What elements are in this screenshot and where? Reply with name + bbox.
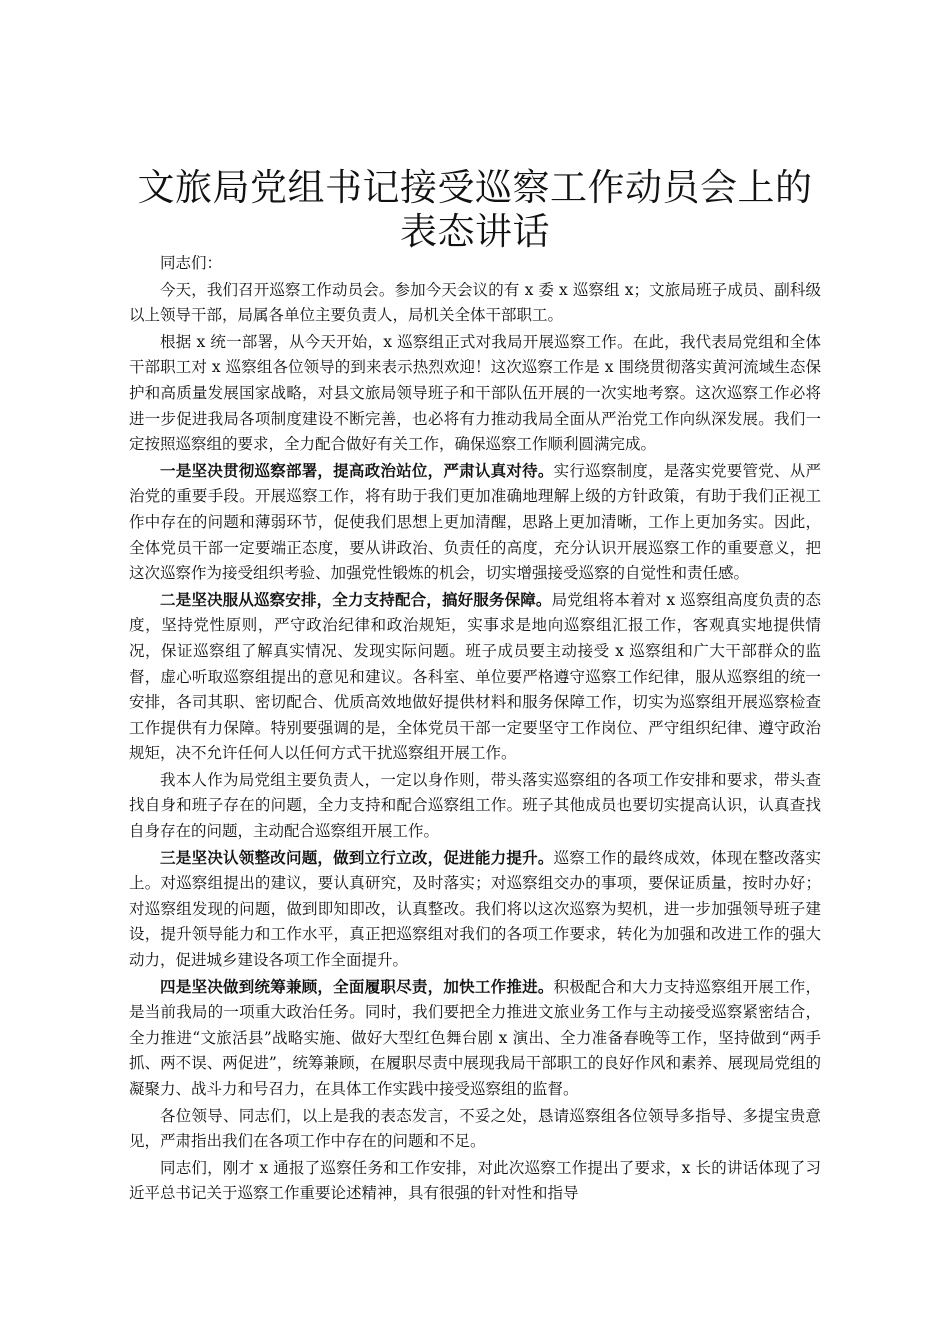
paragraph-lead: 一是坚决贯彻巡察部署，提高政治站位，严肃认真对待。 — [160, 460, 554, 480]
paragraph-text: 今天，我们召开巡察工作动员会。参加今天会议的有 x 委 x 巡察组 x；文旅局班子成员、副科级以上领导干部，局属各单位主要负责人，局机关全体干部职工。 — [129, 280, 821, 325]
paragraph-text: 局党组将本着对 x 巡察组高度负责的态度，坚持党性原则，严守政治纪律和政治规矩，实事求是地向巡察组汇报工作，客观真实地提供情况，保证巡察组了解真实情况、发现实际问题。班子成员要主动接受 x 巡察组和广大干部群众的监督，虚心听取巡察组提出的意见和建议。各科室、单位要严格遵守巡察工作纪律，服从巡察组的统一安排，各司其职、密切配合、优质高效地做好提供材料和服务保障工作，切实为巡察组开展巡察检查工作提供有力保障。特别要强调的是，全体党员干部一定要坚守工作岗位、严守组织纪律、遵守政治规矩，决不允许任何人以任何方式干扰巡察组开展工作。 — [129, 590, 821, 763]
paragraph-personal-commitment — [129, 767, 821, 845]
paragraph-text: 同志们，刚才 x 通报了巡察任务和工作安排，对此次巡察工作提出了要求，x 长的讲话体现了习近平总书记关于巡察工作重要论述精神，具有很强的针对性和指导 — [129, 1158, 821, 1203]
paragraph-lead: 四是坚决做到统筹兼顾，全面履职尽责，加快工作推进。 — [160, 976, 554, 996]
paragraph-welcome — [129, 329, 821, 458]
paragraph-text: 实行巡察制度，是落实党要管党、从严治党的重要手段。开展巡察工作，将有助于我们更加准确地理解上级的方针政策，有助于我们正视工作中存在的问题和薄弱环节，促使我们思想上更加清醒，思路上更加清晰，工作上更加务实。因此，全体党员干部一定要端正态度，要从讲政治、负责任的高度，充分认识开展巡察工作的重要意义，把这次巡察作为接受组织考验、加强党性锻炼的机会，切实增强接受巡察的自觉性和责任感。 — [129, 461, 821, 583]
paragraph-point-one — [129, 458, 821, 587]
paragraph-text: 巡察工作的最终成效，体现在整改落实上。对巡察组提出的建议，要认真研究，及时落实；对巡察组交办的事项，要保证质量，按时办好；对巡察组发现的问题，做到即知即改，认真整改。我们将以这次巡察为契机，进一步加强领导班子建设，提升领导能力和工作水平，真正把巡察组对我们的各项工作要求，转化为加强和改进工作的强大动力，促进城乡建设各项工作全面提升。 — [129, 848, 821, 970]
paragraph-continuation — [129, 1155, 821, 1207]
paragraph-text: 各位领导、同志们，以上是我的表态发言，不妥之处，恳请巡察组各位领导多指导、多提宝贵意见，严肃指出我们在各项工作中存在的问题和不足。 — [129, 1106, 821, 1151]
paragraph-lead: 二是坚决服从巡察安排，全力支持配合，搞好服务保障。 — [160, 589, 552, 609]
paragraph-closing-remarks — [129, 1103, 821, 1155]
paragraph-point-three — [129, 845, 821, 974]
paragraph-text: 同志们： — [160, 254, 223, 272]
paragraph-lead: 三是坚决认领整改问题，做到立行立改，促进能力提升。 — [160, 847, 554, 867]
paragraph-text: 积极配合和大力支持巡察组开展工作，是当前我局的一项重大政治任务。同时，我们要把全力推进文旅业务工作与主动接受巡察紧密结合，全力推进“文旅活县”战略实施、做好大型红色舞台剧 x 演出、全力准备春晚等工作，坚持做到“两手抓、两不误、两促进”，统筹兼顾，在履职尽责中展现我局干部职工的良好作风和素养、展现局党组的凝聚力、战斗力和号召力，在具体工作实践中接受巡察组的监督。 — [129, 977, 821, 1098]
paragraph-salutation — [129, 250, 821, 277]
document-title: 文旅局党组书记接受巡察工作动员会上的表态讲话 — [137, 166, 813, 253]
paragraph-point-two — [129, 587, 821, 767]
paragraph-point-four — [129, 974, 821, 1103]
paragraph-opening — [129, 277, 821, 329]
paragraph-text: 我本人作为局党组主要负责人，一定以身作则，带头落实巡察组的各项工作安排和要求，带头查找自身和班子存在的问题，全力支持和配合巡察组工作。班子其他成员也要切实提高认识，认真查找自身存在的问题，主动配合巡察组开展工作。 — [129, 770, 821, 841]
paragraph-text: 根据 x 统一部署，从今天开始，x 巡察组正式对我局开展巡察工作。在此，我代表局党组和全体干部职工对 x 巡察组各位领导的到来表示热烈欢迎！这次巡察工作是 x 围绕贯彻落实黄河流域生态保护和高质量发展国家战略，对县文旅局领导班子和干部队伍开展的一次实地考察。这次巡察工作必将进一步促进我局各项制度建设不断完善，也必将有力推动我局全面从严治党工作向纵深发展。我们一定按照巡察组的要求，全力配合做好有关工作，确保巡察工作顺利圆满完成。 — [129, 332, 821, 454]
document-body — [129, 250, 821, 1207]
